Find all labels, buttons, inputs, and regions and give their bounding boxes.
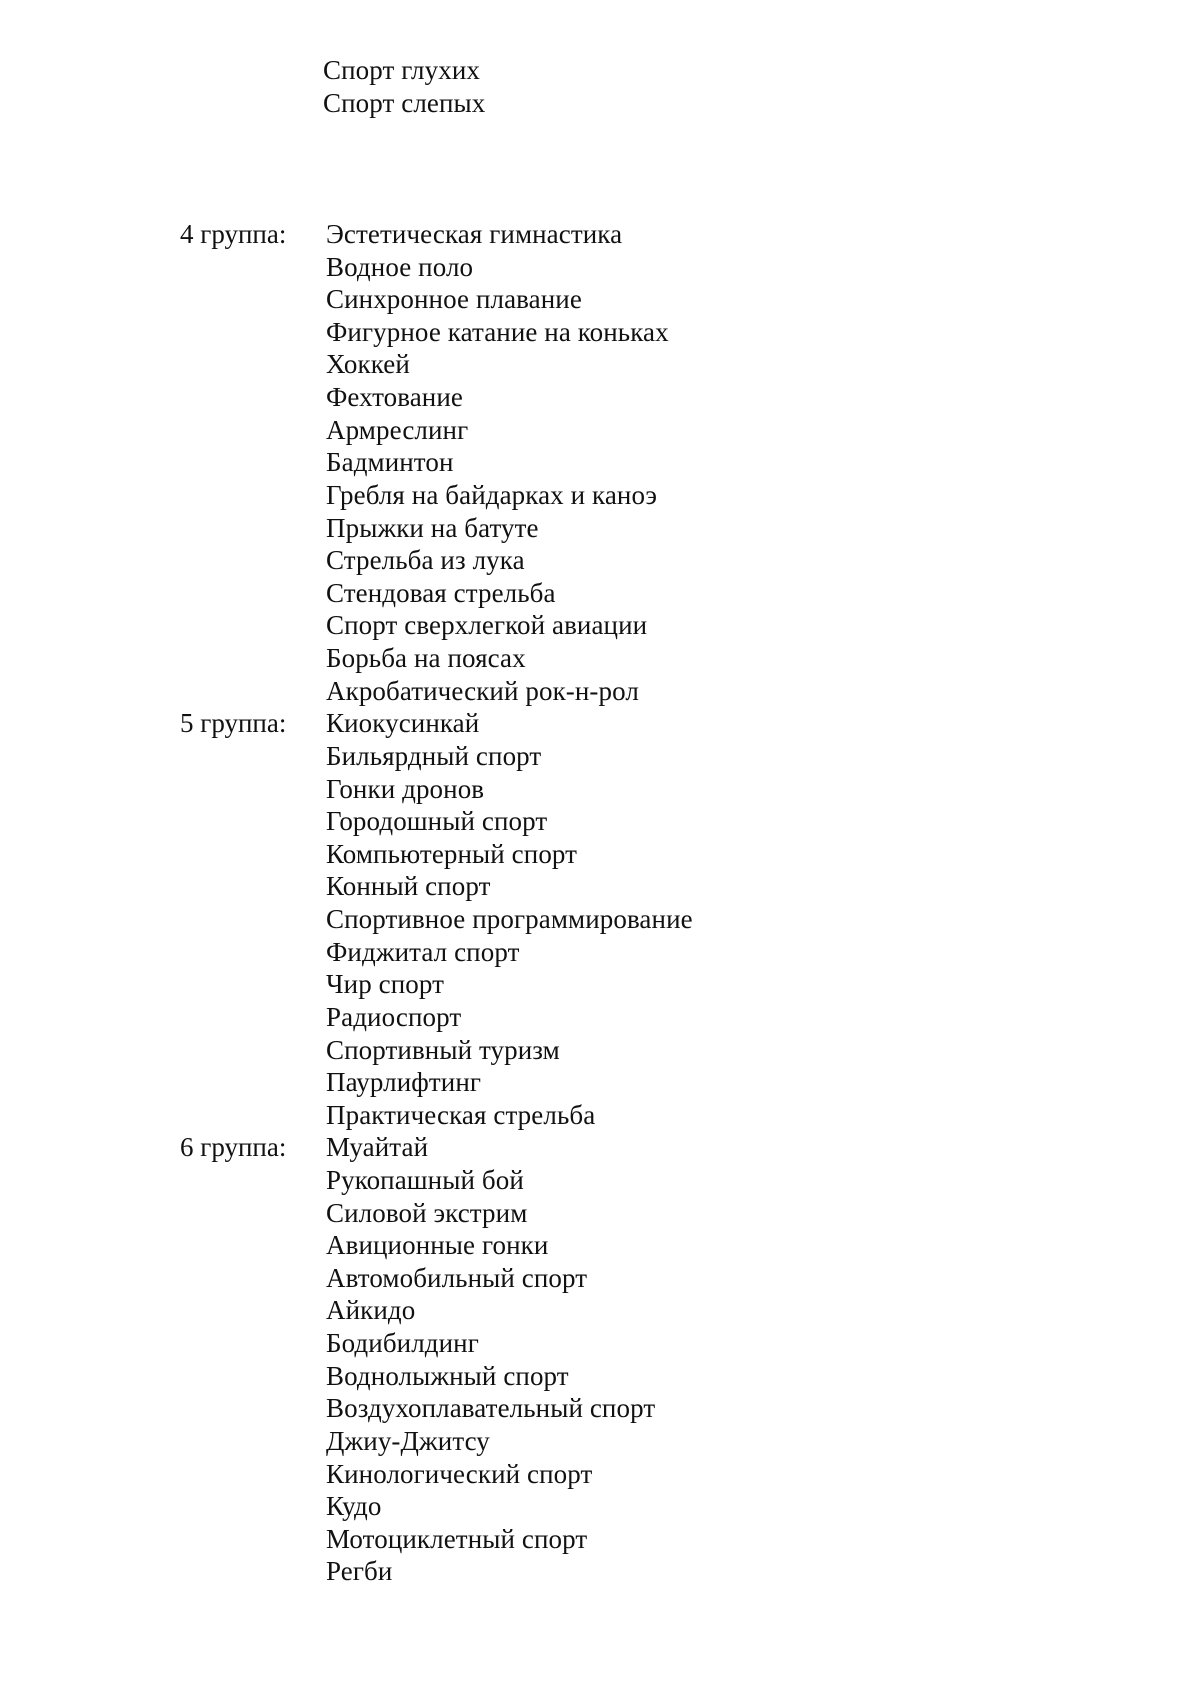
sport-item: Кинологический спорт <box>326 1458 593 1489</box>
sport-item: Спортивный туризм <box>326 1034 560 1065</box>
sport-item: Водное поло <box>326 251 474 282</box>
sport-item: Практическая стрельба <box>326 1099 596 1130</box>
sport-item: Айкидо <box>326 1295 416 1326</box>
sport-item: Автомобильный спорт <box>326 1262 588 1293</box>
group-label: 5 группа: <box>180 708 287 739</box>
sport-item: Спорт сверхлегкой авиации <box>326 610 648 641</box>
sport-item: Стрельба из лука <box>326 545 525 576</box>
sport-item: Акробатический рок-н-рол <box>326 675 639 706</box>
intro-item: Спорт слепых <box>323 88 486 118</box>
intro-item: Спорт глухих <box>323 55 480 85</box>
sport-item: Городошный спорт <box>326 806 548 837</box>
sport-item: Бадминтон <box>326 447 454 478</box>
sport-item: Синхронное плавание <box>326 284 582 315</box>
sport-item: Спортивное программирование <box>326 904 693 935</box>
sport-item: Кудо <box>326 1491 382 1522</box>
sport-item: Киокусинкай <box>326 708 480 739</box>
sport-item: Гребля на байдарках и каноэ <box>326 479 658 510</box>
sport-item: Гонки дронов <box>326 773 485 804</box>
sport-item: Воздухоплавательный спорт <box>326 1393 656 1424</box>
sport-item: Стендовая стрельба <box>326 577 556 608</box>
sport-item: Борьба на поясах <box>326 643 526 674</box>
sport-item: Муайтай <box>326 1132 429 1163</box>
sport-item: Паурлифтинг <box>326 1067 482 1098</box>
sport-item: Мотоциклетный спорт <box>326 1523 588 1554</box>
sport-item: Радиоспорт <box>326 1001 462 1032</box>
sport-item: Фиджитал спорт <box>326 936 520 967</box>
group-label: 4 группа: <box>180 219 287 249</box>
sport-item: Силовой экстрим <box>326 1197 528 1228</box>
sport-item: Чир спорт <box>326 969 445 1000</box>
group-label: 6 группа: <box>180 1132 287 1163</box>
sport-item: Рукопашный бой <box>326 1164 524 1195</box>
sport-item: Хоккей <box>326 349 410 380</box>
sport-item: Конный спорт <box>326 871 491 902</box>
sport-item: Джиу-Джитсу <box>326 1425 490 1456</box>
sport-item: Компьютерный спорт <box>326 838 578 869</box>
sport-item: Авиционные гонки <box>326 1230 549 1261</box>
sport-item: Фигурное катание на коньках <box>326 316 669 347</box>
sport-item: Фехтование <box>326 382 463 413</box>
sport-item: Бодибилдинг <box>326 1328 479 1359</box>
sport-item: Бильярдный спорт <box>326 740 542 771</box>
sport-item: Воднолыжный спорт <box>326 1360 569 1391</box>
sport-item: Регби <box>326 1556 393 1587</box>
sport-item: Армреслинг <box>326 414 469 445</box>
sport-item: Прыжки на батуте <box>326 512 539 543</box>
sport-item: Эстетическая гимнастика <box>326 219 623 249</box>
